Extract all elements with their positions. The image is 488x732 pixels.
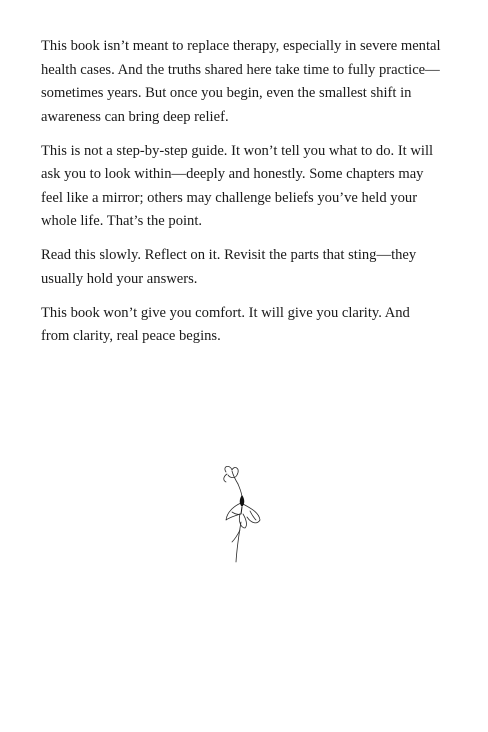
- paragraph-therapy-note: This book isn’t meant to replace therapy, especially in severe mental health cases. And the truths shared here take time to fully practice—sometimes years. But once you begin, even the smallest shift in awareness can bring deep relief.: [41, 38, 441, 125]
- flower-sketch-icon: [210, 462, 270, 566]
- paragraph-clarity: This book won’t give you comfort. It will give you clarity. And from clarity, real peace begins.: [41, 304, 410, 344]
- body-text: [41, 35, 441, 359]
- paragraph-not-a-guide: This is not a step-by-step guide. It won’t tell you what to do. It will ask you to look within—deeply and honestly. Some chapters may feel like a mirror; others may challenge beliefs you’ve held your whole life. That’s the point.: [41, 142, 434, 229]
- paragraph-read-slowly: Read this slowly. Reflect on it. Revisit the parts that sting—they usually hold your answers.: [41, 247, 417, 287]
